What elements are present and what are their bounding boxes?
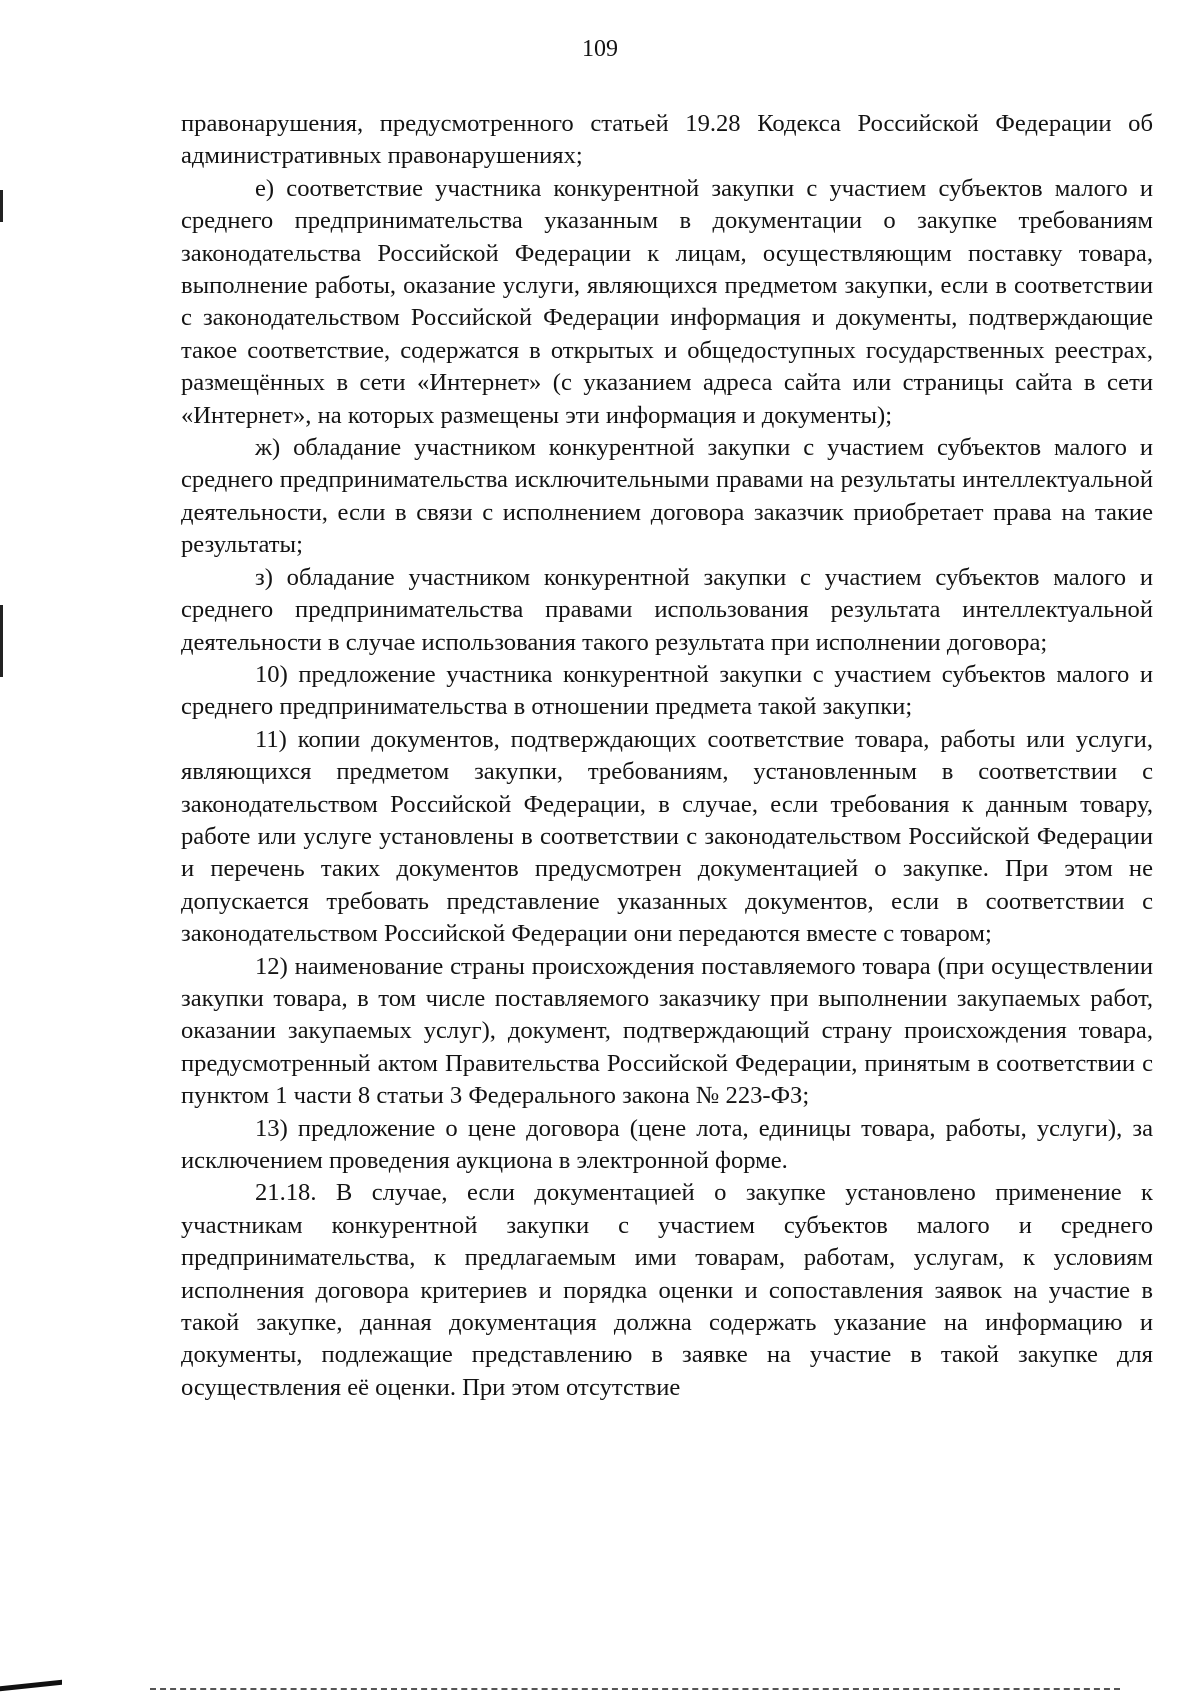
scan-edge-mark: [0, 605, 3, 677]
footer-rule: [150, 1688, 1120, 1690]
page-number: 109: [582, 36, 618, 62]
paragraph-12: 12) наименование страны происхождения поставляемого товара (при осуществлении закупки товара, в том числе поставляемого заказчику при выполнении закупаемых работ, оказании закупаемых услуг), документ, подтверждающий страну происхождения товара, предусмотренный актом Правительства Российской Федерации, принятым в соответствии с пунктом 1 части 8 статьи 3 Федерального закона № 223-ФЗ;: [181, 952, 1153, 1110]
scan-corner-mark: [0, 1680, 62, 1692]
paragraph-13: 13) предложение о цене договора (цене лота, единицы товара, работы, услуги), за исключением проведения аукциона в электронной форме.: [181, 1114, 1153, 1174]
paragraph-21-18: 21.18. В случае, если документацией о закупке установлено применение к участникам конкурентной закупки с участием субъектов малого и среднего предпринимательства, к предлагаемым ими товарам, работам, услугам, к условиям исполнения договора критериев и порядка оценки и сопоставления заявок на участие в такой закупке, данная документация должна содержать указание на информацию и документы, подлежащие представлению в заявке на участие в такой закупке для осуществления её оценки. При этом отсутствие: [181, 1179, 1153, 1401]
scan-edge-mark: [0, 190, 3, 222]
document-body: [181, 108, 1153, 1404]
paragraph-10: 10) предложение участника конкурентной закупки с участием субъектов малого и среднего предпринимательства в отношении предмета такой закупки;: [181, 660, 1153, 721]
paragraph-z: з) обладание участником конкурентной закупки с участием субъектов малого и среднего предпринимательства правами использования результата интеллектуальной деятельности в случае использования такого результата при исполнении договора;: [181, 563, 1153, 656]
paragraph-zh: ж) обладание участником конкурентной закупки с участием субъектов малого и среднего предпринимательства исключительными правами на результаты интеллектуальной деятельности, если в связи с исполнением договора заказчик приобретает права на такие результаты;: [181, 434, 1153, 559]
paragraph-e: е) соответствие участника конкурентной закупки с участием субъектов малого и среднего предпринимательства указанным в документации о закупке требованиям законодательства Российской Федерации к лицам, осуществляющим поставку товара, выполнение работы, оказание услуги, являющихся предметом закупки, если в соответствии с законодательством Российской Федерации информация и документы, подтверждающие такое соответствие, содержатся в открытых и общедоступных государственных реестрах, размещённых в сети «Интернет» (с указанием адреса сайта или страницы сайта в сети «Интернет», на которых размещены эти информация и документы);: [181, 174, 1153, 429]
paragraph-1: правонарушения, предусмотренного статьей 19.28 Кодекса Российской Федерации об административных правонарушениях;: [181, 110, 1153, 170]
paragraph-11: 11) копии документов, подтверждающих соответствие товара, работы или услуги, являющихся предметом закупки, требованиям, установленным в соответствии с законодательством Российской Федерации, в случае, если требования к данным товару, работе или услуге установлены в соответствии с законодательством Российской Федерации и перечень таких документов предусмотрен документацией о закупке. При этом не допускается требовать представление указанных документов, если в соответствии с законодательством Российской Федерации они передаются вместе с товаром;: [181, 725, 1153, 948]
